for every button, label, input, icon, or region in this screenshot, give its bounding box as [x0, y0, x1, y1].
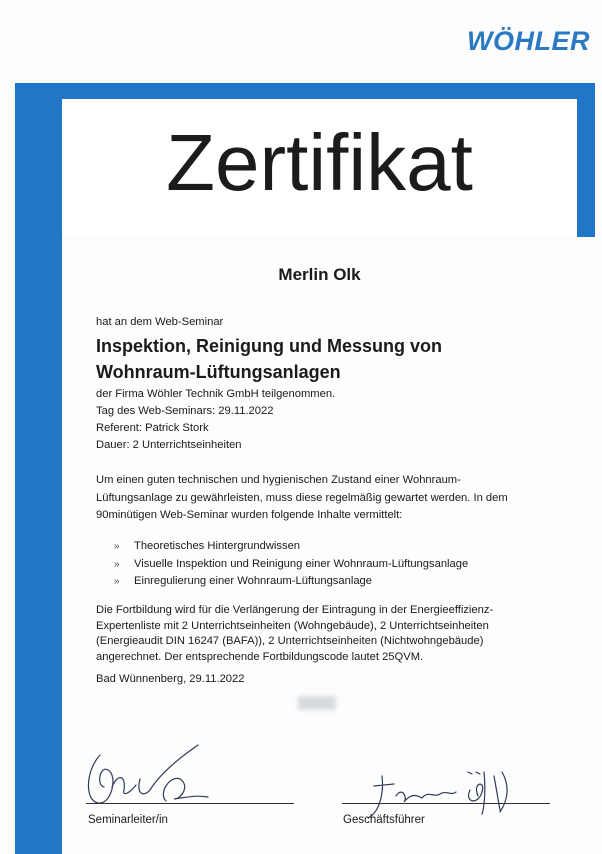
fortbildung-line: Expertenliste mit 2 Unterrichtseinheiten (Wohngebäude), 2 Unterrichtseinheiten	[96, 619, 489, 632]
detail-company: der Firma Wöhler Technik GmbH teilgenommen.	[96, 388, 336, 400]
signature-line-left	[86, 803, 294, 804]
blurred-stamp	[298, 696, 336, 710]
detail-duration: Dauer: 2 Unterrichtseinheiten	[96, 439, 242, 451]
bullet-icon: »	[114, 541, 120, 552]
fortbildung-line: (Energieaudit DIN 16247 (BAFA)), 2 Unterrichtseinheiten (Nichtwohngebäude)	[96, 635, 484, 647]
recipient-name: Merlin Olk	[278, 265, 361, 284]
intro-text: hat an dem Web-Seminar	[96, 316, 224, 328]
fortbildung-text	[96, 603, 536, 665]
signature-label-left: Seminarleiter/in	[88, 814, 168, 826]
list-item	[114, 556, 468, 574]
seminar-title-line-1: Inspektion, Reinigung und Messung von	[96, 336, 442, 356]
seminar-title	[96, 333, 442, 385]
list-item	[114, 538, 468, 556]
signature-line-right	[342, 803, 550, 804]
blue-frame-right	[577, 99, 595, 237]
title-box	[62, 99, 577, 237]
detail-speaker: Referent: Patrick Stork	[96, 422, 209, 434]
topic-label: Einregulierung einer Wohnraum-Lüftungsanlage	[134, 575, 372, 587]
wohler-logo: WÖHLER	[467, 26, 590, 56]
fortbildung-line: Die Fortbildung wird für die Verlängerung der Eintragung in der Energieeffizienz-	[96, 604, 494, 616]
fortbildung-line: angerechnet. Der entsprechende Fortbildungscode lautet 25QVM.	[96, 650, 424, 663]
seminar-details	[96, 386, 335, 454]
blue-frame-top	[15, 83, 595, 99]
detail-date: Tag des Web-Seminars: 29.11.2022	[96, 405, 274, 417]
bullet-icon: »	[114, 576, 120, 587]
certificate-title: Zertifikat	[166, 118, 473, 207]
topic-label: Visuelle Inspektion und Reinigung einer Wohnraum-Lüftungsanlage	[134, 557, 469, 570]
bullet-icon: »	[114, 558, 120, 570]
place-date: Bad Wünnenberg, 29.11.2022	[96, 673, 245, 685]
signature-label-right: Geschäftsführer	[343, 814, 425, 826]
seminar-description: Um einen guten technischen und hygienischen Zustand einer Wohnraum-Lüftungsanlage zu gewährleisten, muss diese regelmäßig gewartet werden. In dem 90minütigen Web-Seminar wurden folgende Inhalte vermittelt:	[96, 474, 508, 521]
blue-frame-left	[15, 83, 62, 854]
seminar-title-line-2: Wohnraum-Lüftungsanlagen	[96, 362, 341, 382]
topic-list	[114, 538, 468, 591]
list-item	[114, 573, 468, 591]
topic-label: Theoretisches Hintergrundwissen	[134, 540, 301, 552]
